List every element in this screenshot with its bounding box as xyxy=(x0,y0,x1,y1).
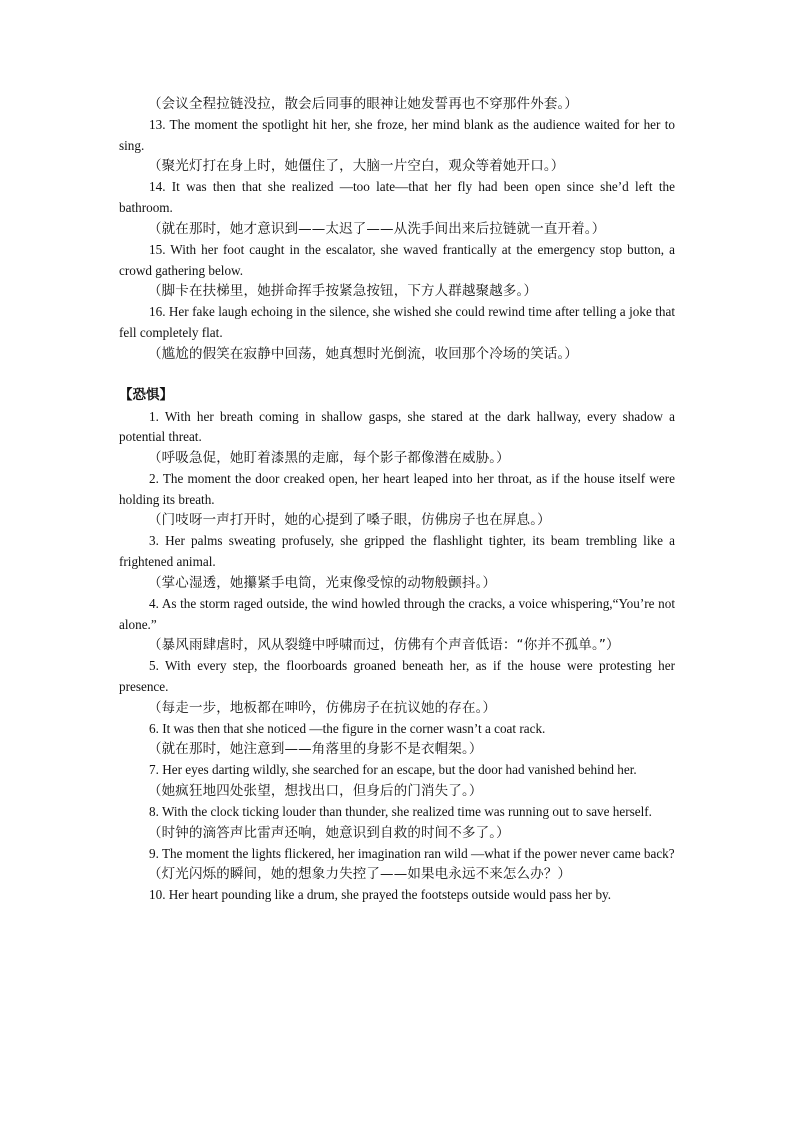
sentence-15: 15. With her foot caught in the escalator, she waved frantically at the emergency stop button, a crowd gathering below. xyxy=(119,241,675,278)
fear-translation-9: （灯光闪烁的瞬间，她的想象力失控了——如果电永远不来怎么办？） xyxy=(148,866,572,883)
fear-translation-4: （暴风雨肆虐时，风从裂缝中呼啸而过，仿佛有个声音低语：“你并不孤单。”） xyxy=(148,637,620,654)
fear-translation-5: （每走一步，地板都在呻吟，仿佛房子在抗议她的存在。） xyxy=(148,699,497,716)
translation-14: （就在那时，她才意识到——太迟了——从洗手间出来后拉链就一直开着。） xyxy=(148,220,606,237)
fear-sentence-3: 3. Her palms sweating profusely, she gripped the flashlight tighter, its beam trembling like a frightened animal. xyxy=(119,533,675,570)
fear-sentence-9: 9. The moment the lights flickered, her imagination ran wild —what if the power never came back? xyxy=(149,845,675,861)
translation-line: （会议全程拉链没拉，散会后同事的眼神让她发誓再也不穿那件外套。） xyxy=(148,96,579,112)
fear-sentence-1: 1. With her breath coming in shallow gasps, she stared at the dark hallway, every shadow a potential threat. xyxy=(119,408,675,445)
fear-sentence-5: 5. With every step, the floorboards groaned beneath her, as if the house were protesting her presence. xyxy=(119,658,675,694)
translation-16: （尴尬的假笑在寂静中回荡，她真想时光倒流，收回那个冷场的笑话。） xyxy=(148,345,579,362)
section-title-fear: 【恐惧】 xyxy=(119,386,173,403)
sentence-13: 13. The moment the spotlight hit her, she froze, her mind blank as the audience waited for her to sing. xyxy=(119,117,675,153)
translation-15: （脚卡在扶梯里，她拼命挥手按紧急按钮，下方人群越聚越多。） xyxy=(148,283,538,300)
fear-sentence-4: 4. As the storm raged outside, the wind howled through the cracks, a voice whispering,“You’re not alone.” xyxy=(119,595,675,632)
fear-translation-7: （她疯狂地四处张望，想找出口，但身后的门消失了。） xyxy=(148,783,483,800)
translation-13: （聚光灯打在身上时，她僵住了，大脑一片空白，观众等着她开口。） xyxy=(148,158,565,175)
sentence-14: 14. It was then that she realized —too late—that her fly had been open since she’d left the bathroom. xyxy=(119,179,675,216)
fear-sentence-8: 8. With the clock ticking louder than thunder, she realized time was running out to save herself. xyxy=(149,804,652,820)
document-content xyxy=(119,94,675,906)
fear-translation-8: （时钟的滴答声比雷声还响，她意识到自救的时间不多了。） xyxy=(148,824,510,841)
fear-sentence-6: 6. It was then that she noticed —the figure in the corner wasn’t a coat rack. xyxy=(149,720,546,736)
fear-translation-6: （就在那时，她注意到——角落里的身影不是衣帽架。） xyxy=(148,741,483,758)
sentence-16: 16. Her fake laugh echoing in the silence, she wished she could rewind time after telling a joke that fell completely flat. xyxy=(119,304,675,340)
fear-sentence-10: 10. Her heart pounding like a drum, she prayed the footsteps outside would pass her by. xyxy=(149,887,612,903)
fear-translation-2: （门吱呀一声打开时，她的心提到了嗓子眼，仿佛房子也在屏息。） xyxy=(148,512,551,529)
fear-translation-3: （掌心湿透，她攥紧手电筒，光束像受惊的动物般颤抖。） xyxy=(148,574,497,591)
fear-translation-1: （呼吸急促，她盯着漆黑的走廊，每个影子都像潜在威胁。） xyxy=(148,450,510,467)
fear-sentence-2: 2. The moment the door creaked open, her heart leaped into her throat, as if the house itself were holding its breath. xyxy=(119,471,675,507)
fear-sentence-7: 7. Her eyes darting wildly, she searched for an escape, but the door had vanished behind her. xyxy=(149,762,637,778)
